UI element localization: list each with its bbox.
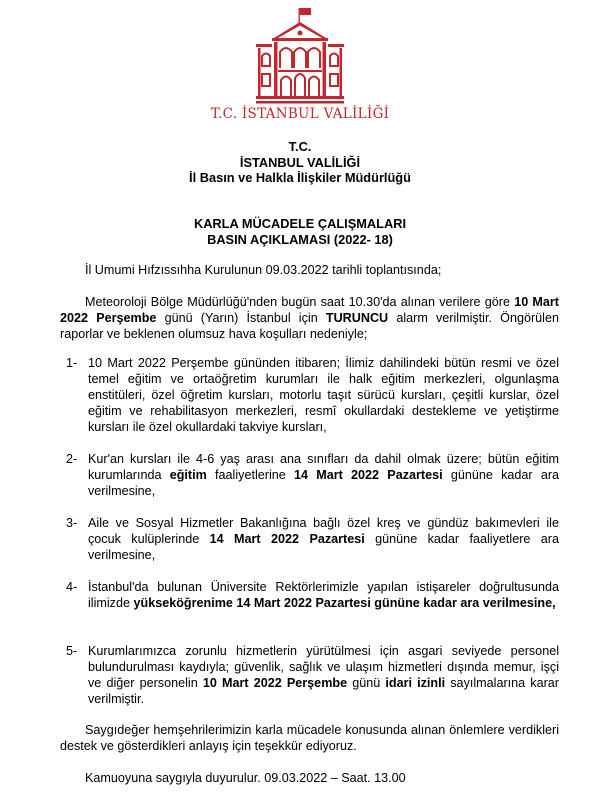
- list-number: 5-: [66, 644, 78, 658]
- document-title: [0, 216, 600, 247]
- list-item: 2- Kur'an kursları ile 4-6 yaş arası ana sınıfları da dahil olmak üzere; bütün eğitim kurumlarında eğitim faaliyetlerine 14 Mart 2022 Pazartesi gününe kadar ara verilmesine,: [66, 452, 560, 498]
- list-number: 4-: [66, 580, 78, 594]
- list-item: 3- Aile ve Sosyal Hizmetler Bakanlığına bağlı özel kreş ve gündüz bakımevleri ile çocuk kulüplerinde 14 Mart 2022 Pazartesi gününe kadar faaliyetlere ara verilmesine,: [66, 516, 560, 562]
- list-item: 1- 10 Mart 2022 Perşembe gününden itibaren; İlimiz dahilindeki bütün resmi ve özel temel eğitim ve ortaöğretim kurumları ile halk eğitim merkezleri, olgunlaşma enstitüleri, özel öğretim kursları, motorlu taşıt sürücü kursları, çeşitli kurslar, özel eğitim ve rehabilitasyon merkezleri, resmî okullardaki destekleme ve yetiştirme kursları ile özel okullardaki takviye kursları,: [66, 356, 559, 434]
- intro-paragraph: İl Umumi Hıfzıssıhha Kurulunun 09.03.2022 tarihli toplantısında;: [85, 263, 442, 277]
- list-number: 1-: [66, 356, 78, 370]
- footer-announcement: Kamuoyuna saygıyla duyurulur. 09.03.2022 – Saat. 13.00: [85, 771, 406, 785]
- logo-wordmark: T.C. İSTANBUL VALİLİĞİ: [210, 106, 390, 122]
- letterhead: [0, 139, 600, 186]
- istanbul-governorship-logo: [254, 6, 346, 106]
- title-line-1: KARLA MÜCADELE ÇALIŞMALARI: [193, 216, 407, 231]
- list-item: 5- Kurumlarımızca zorunlu hizmetlerin yürütülmesi için asgari seviyede personel bulundurulması kaydıyla; güvenlik, sağlık ve ulaşım hizmetleri dışında memur, işçi ve diğer personelin 10 Mart 2022 Perşembe günü idari izinli sayılmalarına karar verilmiştir.: [66, 644, 559, 706]
- list-number: 2-: [66, 452, 78, 466]
- list-item: 4- İstanbul'da bulunan Üniversite Rektörlerimizle yapılan istişareler doğrultusunda ilimizde yükseköğrenime 14 Mart 2022 Pazartesi gününe kadar ara verilmesine,: [66, 580, 559, 610]
- title-line-2: BASIN AÇIKLAMASI (2022- 18): [207, 231, 393, 247]
- header-governorship: İSTANBUL VALİLİĞİ: [239, 154, 361, 170]
- header-directorate: İl Basın ve Halkla İlişkiler Müdürlüğü: [189, 170, 411, 185]
- closing-paragraph: Saygıdeğer hemşehrilerimizin karla mücadele konusunda alınan önlemlere verdikleri destek ve gösterdikleri anlayış için teşekkür ediyoruz.: [60, 723, 559, 753]
- header-tc: T.C.: [288, 139, 312, 154]
- paragraph-alert: Meteoroloji Bölge Müdürlüğü'nden bugün saat 10.30'da alınan verilere göre 10 Mart 2022 Perşembe günü (Yarın) İstanbul için TURUNCU alarm verilmiştir. Öngörülen raporlar ve beklenen olumsuz hava koşulları nedeniyle;: [60, 295, 559, 341]
- bold-date: 10 Mart 2022 Perşembe: [60, 295, 559, 325]
- list-number: 3-: [66, 516, 78, 530]
- bold-alert-level: TURUNCU: [325, 311, 389, 325]
